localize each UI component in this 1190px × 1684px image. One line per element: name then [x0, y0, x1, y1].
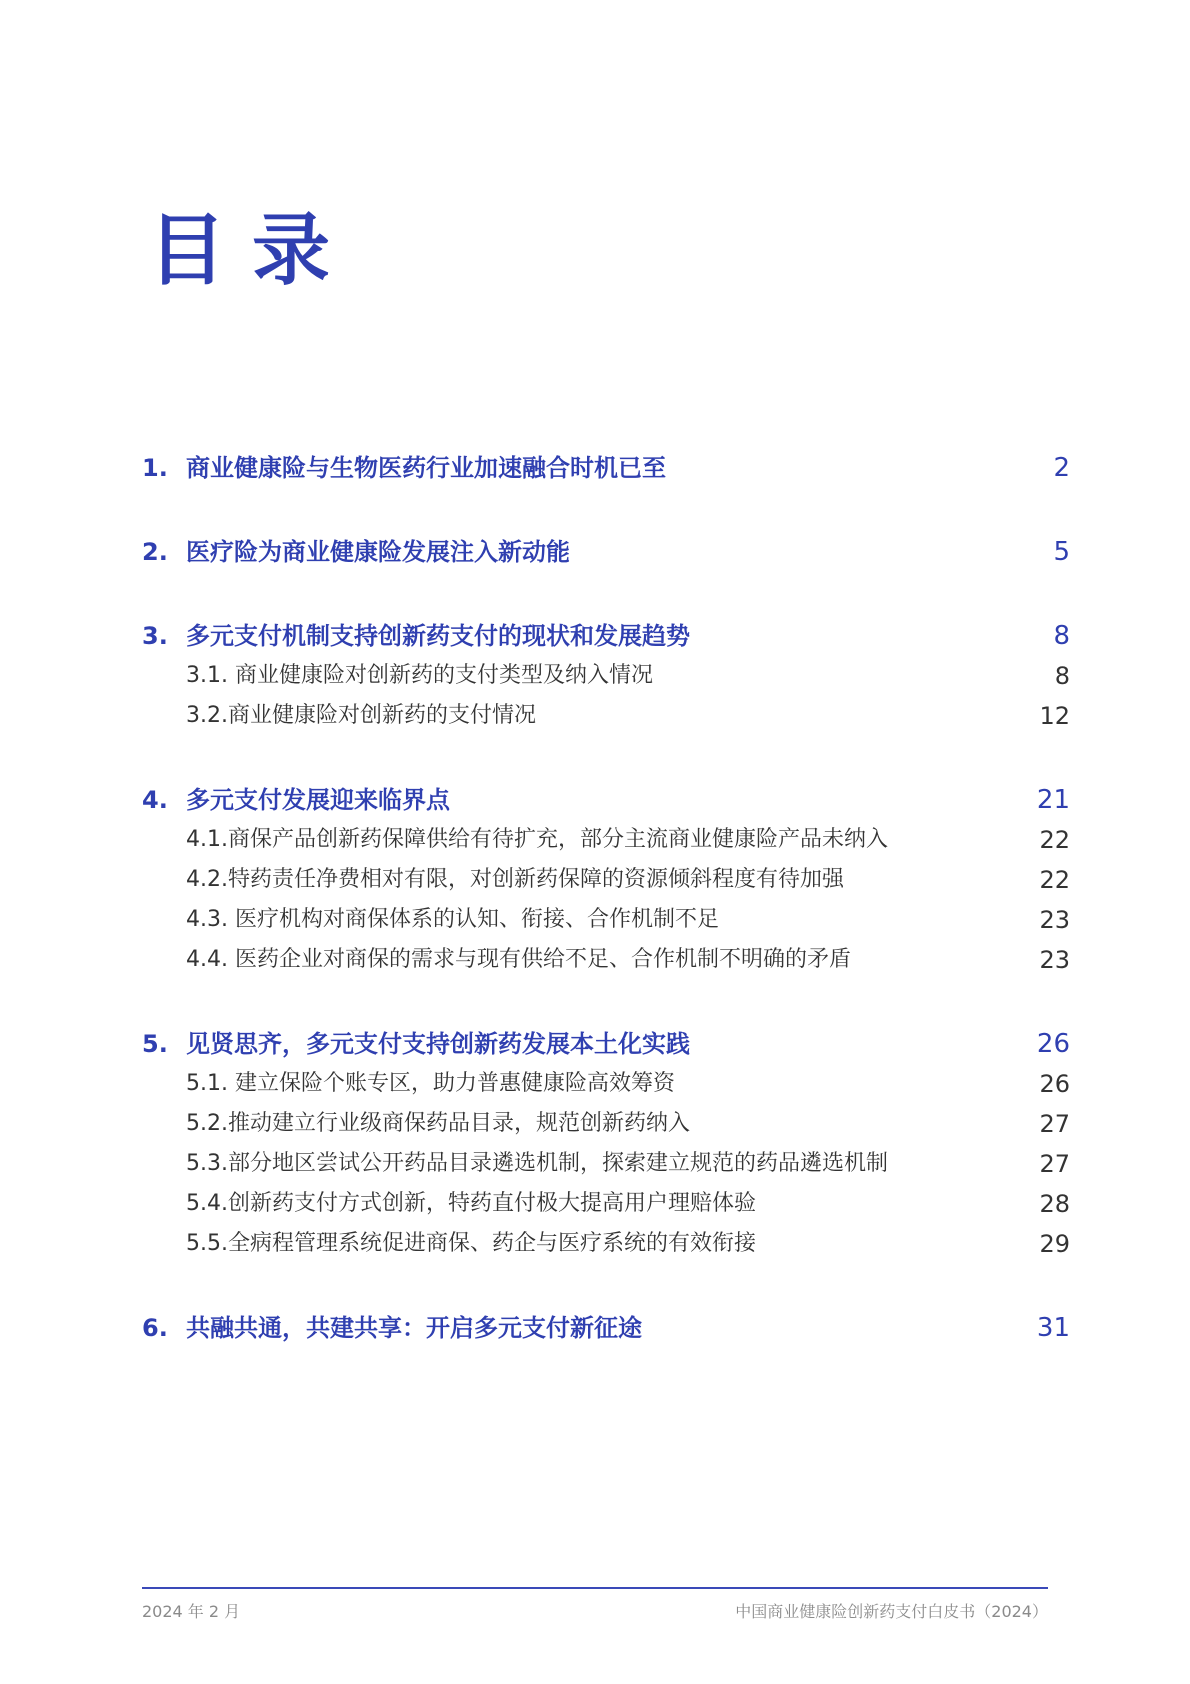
toc-entry-number: 2. — [142, 538, 168, 566]
toc-subentry[interactable] — [142, 820, 1070, 860]
toc-section-4 — [142, 780, 1070, 980]
toc-subentry[interactable] — [142, 1104, 1070, 1144]
toc-entry[interactable] — [142, 1024, 1070, 1064]
toc-subentry-label: 5.3.部分地区尝试公开药品目录遴选机制，探索建立规范的药品遴选机制 — [186, 1151, 888, 1176]
toc-section-2 — [142, 532, 1070, 572]
toc-subentry-page: 27 — [1039, 1110, 1070, 1138]
toc-entry-page: 21 — [1036, 785, 1070, 815]
toc-subentry-label: 3.2.商业健康险对创新药的支付情况 — [186, 703, 536, 728]
toc-subentry-label: 5.4.创新药支付方式创新，特药直付极大提高用户理赔体验 — [186, 1191, 756, 1216]
toc-subentry[interactable] — [142, 900, 1070, 940]
toc-entry-label: 医疗险为商业健康险发展注入新动能 — [186, 538, 570, 566]
toc-subentry-page: 29 — [1039, 1230, 1070, 1258]
toc-subentry-page: 26 — [1039, 1070, 1070, 1098]
toc-subentry-page: 22 — [1039, 866, 1070, 894]
toc-entry-label: 多元支付机制支持创新药支付的现状和发展趋势 — [186, 622, 690, 650]
toc-entry-number: 6. — [142, 1314, 168, 1342]
toc-entry-label: 共融共通，共建共享：开启多元支付新征途 — [186, 1314, 642, 1342]
toc-subentry-page: 12 — [1039, 702, 1070, 730]
toc-entry-label: 商业健康险与生物医药行业加速融合时机已至 — [186, 454, 666, 482]
table-of-contents — [142, 448, 1070, 1392]
toc-entry[interactable] — [142, 780, 1070, 820]
toc-entry-page: 5 — [1053, 537, 1070, 567]
footer-document-title: 中国商业健康险创新药支付白皮书（2024） — [735, 1602, 1048, 1621]
toc-subentry-label: 4.3. 医疗机构对商保体系的认知、衔接、合作机制不足 — [186, 907, 719, 932]
toc-entry-page: 31 — [1036, 1313, 1070, 1343]
toc-entry-page: 26 — [1036, 1029, 1070, 1059]
toc-entry-number: 1. — [142, 454, 168, 482]
toc-subentry-label: 5.1. 建立保险个账专区，助力普惠健康险高效筹资 — [186, 1071, 675, 1096]
toc-entry-number: 5. — [142, 1030, 168, 1058]
toc-entry-label: 见贤思齐，多元支付支持创新药发展本土化实践 — [186, 1030, 690, 1058]
toc-subentry[interactable] — [142, 1224, 1070, 1264]
toc-entry[interactable] — [142, 616, 1070, 656]
toc-subentry-page: 28 — [1039, 1190, 1070, 1218]
toc-subentry-label: 5.5.全病程管理系统促进商保、药企与医疗系统的有效衔接 — [186, 1231, 756, 1256]
toc-subentry-page: 8 — [1054, 662, 1070, 690]
toc-entry-number: 3. — [142, 622, 168, 650]
toc-subentry-page: 27 — [1039, 1150, 1070, 1178]
toc-entry[interactable] — [142, 448, 1070, 488]
toc-subentry[interactable] — [142, 940, 1070, 980]
toc-entry[interactable] — [142, 532, 1070, 572]
toc-subentry-label: 5.2.推动建立行业级商保药品目录，规范创新药纳入 — [186, 1111, 690, 1136]
toc-subentry[interactable] — [142, 860, 1070, 900]
footer-date: 2024 年 2 月 — [142, 1602, 241, 1621]
toc-section-6 — [142, 1308, 1070, 1348]
toc-subentry[interactable] — [142, 696, 1070, 736]
toc-entry-page: 2 — [1053, 453, 1070, 483]
toc-subentry-page: 23 — [1039, 946, 1070, 974]
toc-subentry[interactable] — [142, 1184, 1070, 1224]
toc-entry-page: 8 — [1053, 621, 1070, 651]
toc-entry[interactable] — [142, 1308, 1070, 1348]
toc-section-1 — [142, 448, 1070, 488]
toc-section-5 — [142, 1024, 1070, 1264]
toc-subentry-label: 4.1.商保产品创新药保障供给有待扩充，部分主流商业健康险产品未纳入 — [186, 827, 888, 852]
toc-subentry-page: 22 — [1039, 826, 1070, 854]
toc-subentry-label: 4.4. 医药企业对商保的需求与现有供给不足、合作机制不明确的矛盾 — [186, 947, 851, 972]
page-title: 目录 — [148, 206, 357, 296]
toc-entry-label: 多元支付发展迎来临界点 — [186, 786, 450, 814]
toc-subentry[interactable] — [142, 656, 1070, 696]
toc-subentry-label: 3.1. 商业健康险对创新药的支付类型及纳入情况 — [186, 663, 653, 688]
toc-subentry[interactable] — [142, 1064, 1070, 1104]
toc-section-3 — [142, 616, 1070, 736]
toc-subentry-label: 4.2.特药责任净费相对有限，对创新药保障的资源倾斜程度有待加强 — [186, 867, 844, 892]
toc-subentry-page: 23 — [1039, 906, 1070, 934]
toc-entry-number: 4. — [142, 786, 168, 814]
footer-divider — [142, 1587, 1048, 1589]
toc-subentry[interactable] — [142, 1144, 1070, 1184]
